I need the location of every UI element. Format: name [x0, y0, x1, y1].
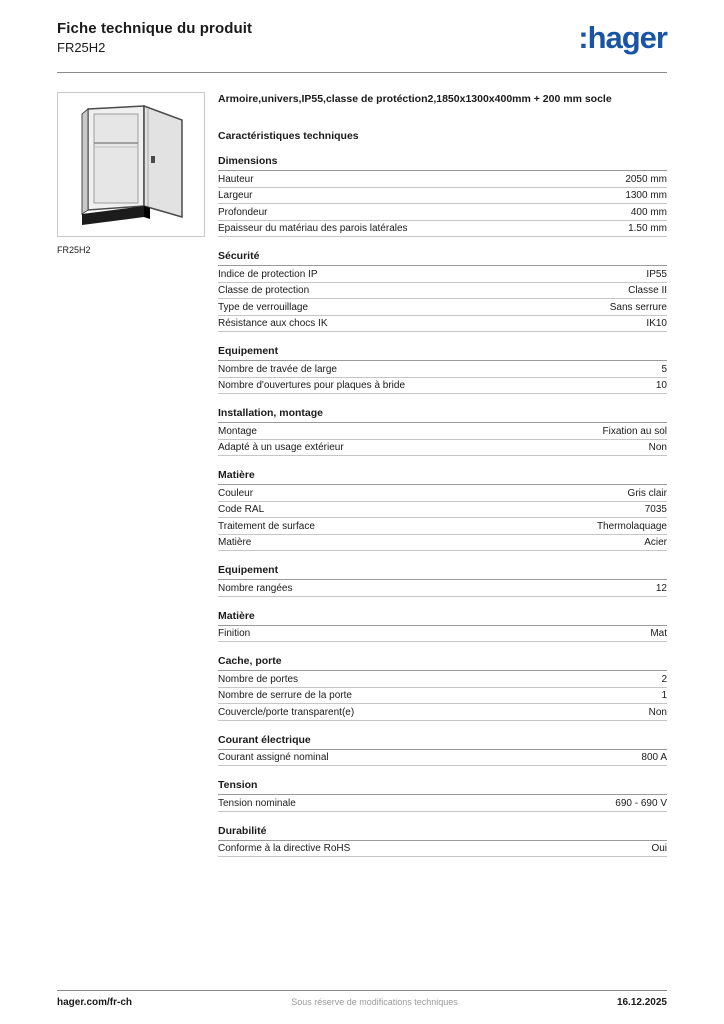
header: [57, 20, 667, 55]
spec-label: Nombre d'ouvertures pour plaques à bride: [218, 380, 406, 392]
spec-value: 400 mm: [630, 206, 667, 218]
spec-value: 7035: [644, 504, 667, 516]
spec-row: [218, 485, 667, 502]
spec-section: [218, 779, 667, 812]
spec-row: [218, 440, 667, 457]
spec-value: Fixation au sol: [602, 425, 667, 437]
spec-section: [218, 655, 667, 721]
spec-value: Acier: [644, 537, 667, 549]
section-title: Equipement: [218, 345, 667, 361]
spec-row: [218, 704, 667, 721]
spec-row: [218, 283, 667, 300]
section-title: Matière: [218, 610, 667, 626]
spec-label: Tension nominale: [218, 797, 296, 809]
content: [57, 92, 667, 857]
spec-label: Résistance aux chocs IK: [218, 318, 328, 330]
spec-value: 1.50 mm: [628, 223, 667, 235]
section-rows: [218, 626, 667, 643]
section-title: Cache, porte: [218, 655, 667, 671]
characteristics-title: Caractéristiques techniques: [218, 130, 359, 143]
spec-row: [218, 795, 667, 812]
spec-label: Type de verrouillage: [218, 301, 309, 313]
section-rows: [218, 795, 667, 812]
section-title: Sécurité: [218, 250, 667, 266]
spec-value: Non: [648, 706, 667, 718]
spec-label: Conforme à la directive RoHS: [218, 843, 351, 855]
spec-label: Code RAL: [218, 504, 265, 516]
spec-value: 2050 mm: [625, 173, 667, 185]
spec-value: Classe II: [628, 285, 667, 297]
image-caption: FR25H2: [57, 245, 91, 255]
spec-row: [218, 535, 667, 552]
spec-section: [218, 734, 667, 767]
spec-label: Hauteur: [218, 173, 254, 185]
product-description: Armoire,univers,IP55,classe de protéction2,1850x1300x400mm + 200 mm socle: [218, 93, 612, 105]
spec-row: [218, 502, 667, 519]
spec-sections: [218, 155, 667, 857]
spec-label: Profondeur: [218, 206, 268, 218]
spec-section: [218, 825, 667, 858]
section-rows: [218, 841, 667, 858]
hager-logo: :hager: [578, 20, 667, 55]
spec-value: IP55: [646, 268, 667, 280]
section-rows: [218, 750, 667, 767]
spec-label: Matière: [218, 537, 252, 549]
section-title: Tension: [218, 779, 667, 795]
spec-label: Indice de protection IP: [218, 268, 318, 280]
footer: [57, 990, 667, 1008]
spec-label: Nombre de travée de large: [218, 363, 337, 375]
spec-label: Classe de protection: [218, 285, 310, 297]
spec-value: 1: [661, 690, 667, 702]
spec-row: [218, 361, 667, 378]
spec-label: Nombre de portes: [218, 673, 299, 685]
section-rows: [218, 580, 667, 597]
spec-value: Gris clair: [627, 487, 667, 499]
section-rows: [218, 266, 667, 332]
section-rows: [218, 485, 667, 551]
section-title: Dimensions: [218, 155, 667, 171]
footer-url: hager.com/fr-ch: [57, 997, 133, 1008]
spec-label: Epaisseur du matériau des parois latérales: [218, 223, 408, 235]
spec-label: Montage: [218, 425, 257, 437]
spec-label: Largeur: [218, 190, 253, 202]
header-divider: [57, 72, 667, 73]
spec-row: [218, 688, 667, 705]
spec-value: 800 A: [641, 752, 667, 764]
spec-row: [218, 378, 667, 395]
spec-row: [218, 171, 667, 188]
section-rows: [218, 423, 667, 456]
spec-row: [218, 221, 667, 238]
spec-label: Couvercle/porte transparent(e): [218, 706, 355, 718]
spec-column: [218, 92, 667, 857]
spec-value: 1300 mm: [625, 190, 667, 202]
spec-value: 690 - 690 V: [615, 797, 667, 809]
section-title: Equipement: [218, 564, 667, 580]
spec-value: Non: [648, 442, 667, 454]
spec-value: 12: [655, 582, 667, 594]
spec-row: [218, 204, 667, 221]
spec-label: Nombre rangées: [218, 582, 293, 594]
spec-row: [218, 316, 667, 333]
spec-row: [218, 518, 667, 535]
spec-value: Sans serrure: [609, 301, 667, 313]
spec-label: Finition: [218, 628, 251, 640]
section-rows: [218, 171, 667, 237]
section-rows: [218, 671, 667, 721]
spec-row: [218, 750, 667, 767]
spec-row: [218, 626, 667, 643]
spec-value: 2: [661, 673, 667, 685]
product-code: FR25H2: [57, 40, 106, 55]
section-title: Installation, montage: [218, 407, 667, 423]
footer-note: Sous réserve de modifications techniques: [291, 997, 458, 1007]
spec-row: [218, 580, 667, 597]
spec-value: Oui: [651, 843, 667, 855]
spec-value: Thermolaquage: [596, 520, 667, 532]
footer-date: 16.12.2025: [616, 997, 667, 1008]
spec-label: Adapté à un usage extérieur: [218, 442, 344, 454]
spec-section: [218, 407, 667, 456]
spec-label: Traitement de surface: [218, 520, 315, 532]
spec-row: [218, 188, 667, 205]
spec-value: 5: [661, 363, 667, 375]
product-image: [57, 92, 205, 237]
spec-section: [218, 469, 667, 551]
spec-section: [218, 345, 667, 394]
spec-row: [218, 841, 667, 858]
product-image-column: [57, 92, 205, 857]
spec-row: [218, 266, 667, 283]
spec-row: [218, 671, 667, 688]
spec-value: Mat: [650, 628, 667, 640]
cabinet-drawing: [58, 93, 204, 236]
section-title: Durabilité: [218, 825, 667, 841]
section-title: Matière: [218, 469, 667, 485]
spec-label: Couleur: [218, 487, 254, 499]
spec-section: [218, 250, 667, 332]
section-title: Courant électrique: [218, 734, 667, 750]
spec-value: IK10: [646, 318, 667, 330]
spec-value: 10: [655, 380, 667, 392]
spec-section: [218, 564, 667, 597]
page-title: Fiche technique du produit: [57, 20, 253, 37]
spec-section: [218, 155, 667, 237]
spec-row: [218, 299, 667, 316]
spec-section: [218, 610, 667, 643]
spec-row: [218, 423, 667, 440]
section-rows: [218, 361, 667, 394]
spec-label: Courant assigné nominal: [218, 752, 329, 764]
spec-label: Nombre de serrure de la porte: [218, 690, 352, 702]
